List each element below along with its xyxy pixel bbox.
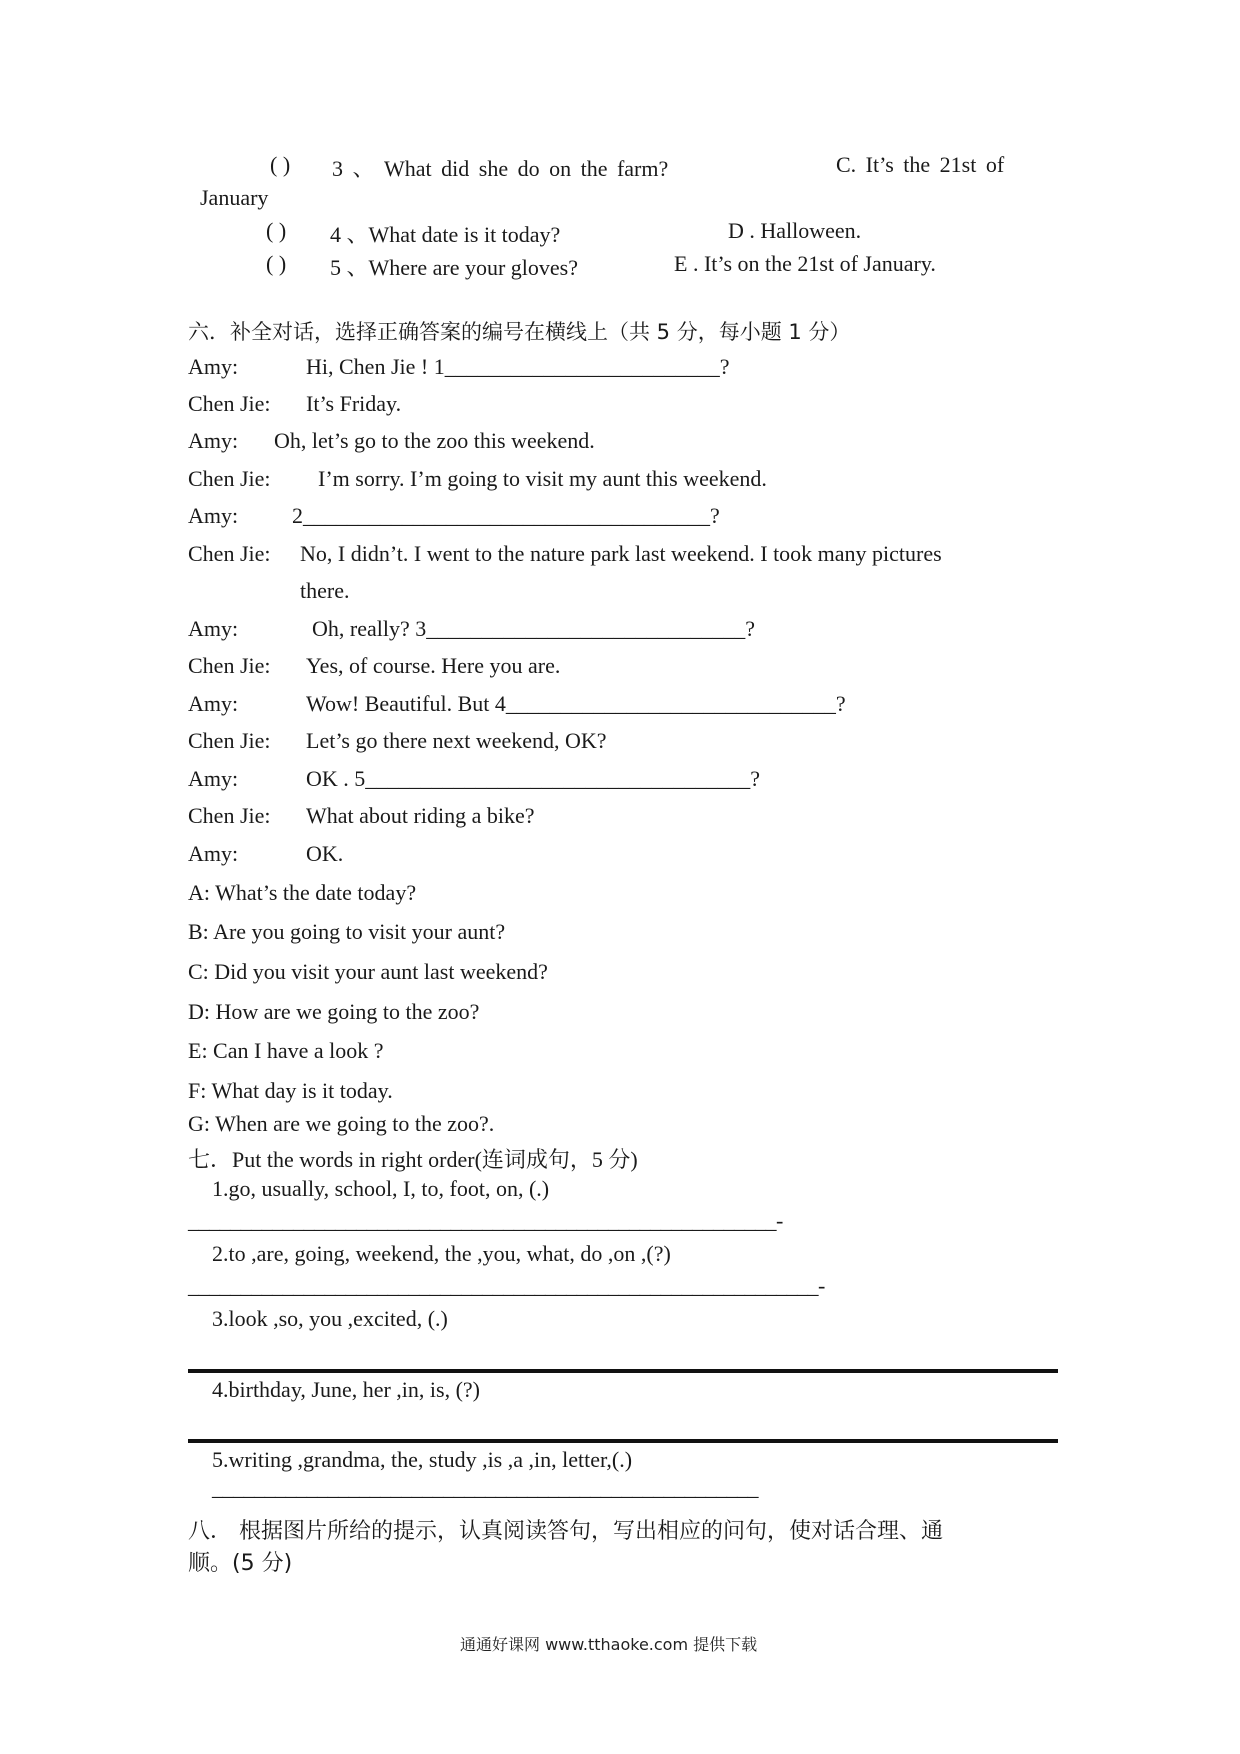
section-8-heading-continued: 顺。(5 分): [188, 1551, 293, 1576]
dialogue-speaker: Chen Jie:: [188, 653, 271, 678]
dialogue-line: No, I didn’t. I went to the nature park last weekend. I took many pictures: [300, 541, 942, 566]
answer-rule-4: [188, 1439, 1058, 1443]
dialogue-speaker: Amy:: [188, 841, 239, 866]
dialogue-line: Oh, really? 3_____________________________?: [312, 616, 755, 641]
reorder-item-1: 1.go, usually, school, I, to, foot, on, (.): [212, 1176, 550, 1201]
dialogue-speaker: Amy:: [188, 766, 239, 791]
matching-question-5: 5 、Where are your gloves?: [330, 255, 579, 280]
answer-line-2: ____________________________________________________________-: [188, 1273, 825, 1298]
dialogue-line: 2_____________________________________?: [292, 503, 720, 528]
dialogue-speaker: Chen Jie:: [188, 803, 271, 828]
dialogue-speaker: Amy:: [188, 503, 239, 528]
dialogue-line: It’s Friday.: [306, 391, 402, 416]
answer-line-1: ________________________________________________________-: [188, 1208, 783, 1233]
section-7-heading: 七．Put the words in right order(连词成句，5 分): [188, 1147, 638, 1172]
dialogue-line: I’m sorry. I’m going to visit my aunt this weekend.: [318, 466, 767, 491]
dialogue-line: What about riding a bike?: [306, 803, 535, 828]
matching-question-4: 4 、What date is it today?: [330, 222, 561, 247]
option-b: B: Are you going to visit your aunt?: [188, 919, 506, 944]
dialogue-speaker: Amy:: [188, 354, 239, 379]
section-6-heading: 六．补全对话，选择正确答案的编号在横线上（共 5 分，每小题 1 分）: [188, 320, 851, 344]
option-f: F: What day is it today.: [188, 1078, 393, 1103]
reorder-item-3: 3.look ,so, you ,excited, (.): [212, 1306, 448, 1331]
dialogue-line: Let’s go there next weekend, OK?: [306, 728, 607, 753]
dialogue-line: Hi, Chen Jie ! 1_________________________?: [306, 354, 730, 379]
option-c: C: Did you visit your aunt last weekend?: [188, 959, 548, 984]
reorder-item-2: 2.to ,are, going, weekend, the ,you, what, do ,on ,(?): [212, 1241, 671, 1266]
dialogue-speaker: Amy:: [188, 691, 239, 716]
matching-paren-4: ( ): [266, 218, 287, 243]
dialogue-speaker: Chen Jie:: [188, 391, 271, 416]
dialogue-line: Oh, let’s go to the zoo this weekend.: [274, 428, 595, 453]
dialogue-line: Wow! Beautiful. But 4______________________________?: [306, 691, 846, 716]
matching-answer-e: E . It’s on the 21st of January.: [674, 251, 936, 276]
reorder-item-5: 5.writing ,grandma, the, study ,is ,a ,in, letter,(.): [212, 1447, 633, 1472]
page-footer: 通通好课网 www.tthaoke.com 提供下载: [460, 1635, 758, 1654]
dialogue-line: OK.: [306, 841, 344, 866]
dialogue-speaker: Chen Jie:: [188, 728, 271, 753]
answer-rule-3: [188, 1369, 1058, 1373]
reorder-item-4: 4.birthday, June, her ,in, is, (?): [212, 1377, 481, 1402]
answer-line-5: ____________________________________________________: [212, 1475, 758, 1500]
dialogue-line: OK . 5___________________________________?: [306, 766, 761, 791]
matching-answer-c-continued: January: [200, 185, 269, 210]
matching-paren-3: ( ): [270, 152, 291, 177]
option-d: D: How are we going to the zoo?: [188, 999, 480, 1024]
dialogue-speaker: Amy:: [188, 616, 239, 641]
option-g: G: When are we going to the zoo?.: [188, 1111, 495, 1136]
matching-question-3: 3 、 What did she do on the farm?: [332, 156, 669, 181]
section-8-heading: 八． 根据图片所给的提示，认真阅读答句，写出相应的问句，使对话合理、通: [188, 1519, 943, 1544]
dialogue-speaker: Chen Jie:: [188, 466, 271, 491]
option-a: A: What’s the date today?: [188, 880, 417, 905]
dialogue-line-continued: there.: [300, 578, 350, 603]
dialogue-speaker: Amy:: [188, 428, 239, 453]
dialogue-speaker: Chen Jie:: [188, 541, 271, 566]
dialogue-line: Yes, of course. Here you are.: [306, 653, 561, 678]
option-e: E: Can I have a look ?: [188, 1038, 384, 1063]
matching-answer-c: C. It’s the 21st of: [836, 152, 1005, 177]
matching-answer-d: D . Halloween.: [728, 218, 862, 243]
matching-paren-5: ( ): [266, 251, 287, 276]
